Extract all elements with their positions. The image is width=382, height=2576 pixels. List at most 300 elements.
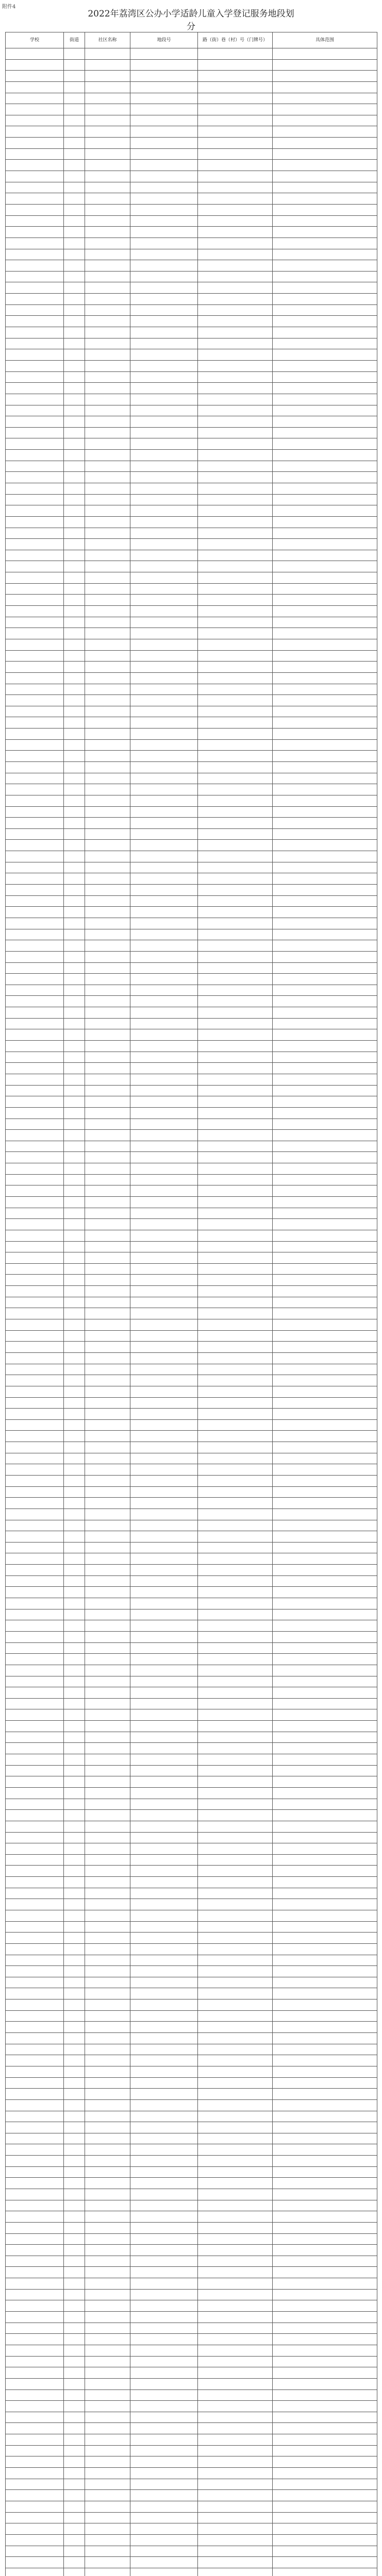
table-cell [273,1208,377,1219]
table-cell [85,951,130,962]
table-row [6,59,377,71]
table-cell [198,1754,273,1766]
table-cell [6,795,64,806]
table-cell [273,249,377,260]
table-cell [130,93,198,104]
table-cell [64,2111,85,2122]
table-cell [198,639,273,650]
table-cell [85,2445,130,2456]
table-cell [198,907,273,918]
table-cell [130,2412,198,2423]
table-cell [198,59,273,71]
table-row [6,1776,377,1788]
table-row [6,672,377,684]
table-row [6,2144,377,2156]
table-cell [130,2323,198,2334]
table-cell [130,2144,198,2156]
table-cell [130,2178,198,2189]
table-row [6,2557,377,2568]
table-cell [85,1933,130,1944]
table-cell [64,1620,85,1632]
table-cell [273,728,377,740]
header-scope: 具体范围 [273,32,377,48]
table-cell [130,1721,198,1732]
table-cell [64,561,85,572]
table-cell [85,1776,130,1788]
table-cell [64,294,85,305]
table-cell [273,2445,377,2456]
table-cell [273,104,377,115]
table-cell [6,1933,64,1944]
table-cell [198,316,273,327]
table-cell [198,2312,273,2323]
table-cell [273,271,377,282]
table-cell [6,1431,64,1442]
table-cell [130,1007,198,1019]
table-cell [85,795,130,806]
table-row [6,327,377,338]
table-cell [198,617,273,628]
table-cell [6,2412,64,2423]
table-cell [85,1319,130,1331]
table-row [6,1052,377,1063]
table-cell [198,2099,273,2111]
table-cell [6,2077,64,2089]
table-cell [198,840,273,851]
table-row [6,1910,377,1921]
table-cell [6,1620,64,1632]
table-cell [198,1029,273,1041]
table-cell [64,1743,85,1754]
table-cell [273,1810,377,1821]
table-cell [130,427,198,438]
table-cell [6,1174,64,1185]
table-cell [198,249,273,260]
table-cell [130,751,198,762]
table-cell [198,1486,273,1498]
table-cell [6,1263,64,1275]
table-cell [273,294,377,305]
table-cell [64,438,85,450]
table-cell [198,885,273,896]
table-cell [64,316,85,327]
table-cell [130,271,198,282]
table-cell [6,2523,64,2535]
table-cell [85,1498,130,1509]
table-cell [85,1888,130,1899]
table-cell [198,1152,273,1163]
table-cell [64,1141,85,1152]
table-row [6,2222,377,2233]
table-cell [85,294,130,305]
table-cell [64,1319,85,1331]
table-cell [6,639,64,650]
table-cell [273,606,377,617]
table-cell [198,93,273,104]
table-row [6,1866,377,1877]
table-cell [273,2156,377,2167]
table-cell [273,93,377,104]
table-row [6,650,377,662]
table-cell [273,427,377,438]
table-cell [273,1386,377,1397]
table-cell [6,1988,64,1999]
table-cell [6,2200,64,2211]
table-cell [64,1542,85,1553]
table-cell [6,561,64,572]
table-cell [198,1598,273,1609]
table-cell [273,1721,377,1732]
table-cell [273,483,377,494]
table-cell [64,717,85,728]
table-cell [6,1352,64,1364]
table-row [6,717,377,728]
table-row [6,1810,377,1821]
table-cell [6,171,64,182]
table-cell [198,1509,273,1520]
table-cell [64,828,85,840]
table-cell [198,773,273,784]
table-cell [85,1509,130,1520]
table-cell [6,1565,64,1576]
table-row [6,528,377,539]
table-cell [6,1631,64,1642]
table-cell [198,2345,273,2356]
table-cell [64,2334,85,2345]
table-cell [273,1352,377,1364]
table-cell [130,885,198,896]
table-cell [198,2367,273,2379]
table-cell [198,371,273,383]
table-row [6,1074,377,1085]
table-cell [273,2334,377,2345]
table-cell [273,1163,377,1175]
table-cell [273,126,377,138]
table-cell [198,1409,273,1420]
table-cell [130,639,198,650]
table-cell [85,650,130,662]
table-cell [6,1397,64,1409]
table-row [6,249,377,260]
table-cell [273,193,377,205]
table-cell [6,1018,64,1029]
table-cell [273,160,377,171]
table-cell [85,2490,130,2501]
table-row [6,974,377,985]
table-cell [198,1386,273,1397]
table-cell [198,662,273,673]
table-cell [64,1910,85,1921]
table-cell [273,2300,377,2312]
table-cell [130,951,198,962]
table-cell [6,405,64,416]
table-cell [198,1642,273,1654]
table-cell [64,1208,85,1219]
table-cell [273,1631,377,1642]
table-cell [130,383,198,394]
table-cell [130,1866,198,1877]
table-cell [6,2222,64,2233]
table-cell [273,171,377,182]
table-cell [130,840,198,851]
table-row [6,371,377,383]
table-cell [6,1196,64,1208]
table-cell [85,1587,130,1598]
table-cell [6,2479,64,2490]
table-cell [64,171,85,182]
table-cell [85,1676,130,1687]
table-cell [85,873,130,885]
table-cell [64,371,85,383]
table-cell [198,2033,273,2044]
table-row [6,1854,377,1866]
table-cell [198,1631,273,1642]
table-cell [273,2523,377,2535]
table-cell [85,1386,130,1397]
table-cell [64,1520,85,1531]
table-cell [273,1141,377,1152]
table-cell [85,2501,130,2512]
table-cell [273,1654,377,1665]
table-cell [85,1787,130,1799]
table-cell [273,1531,377,1543]
table-cell [273,2323,377,2334]
table-cell [85,1486,130,1498]
table-cell [130,2222,198,2233]
table-cell [6,1252,64,1264]
table-cell [85,59,130,71]
table-cell [198,1074,273,1085]
table-cell [198,1208,273,1219]
table-cell [130,1921,198,1933]
table-cell [198,1933,273,1944]
table-row [6,784,377,795]
table-cell [130,81,198,93]
table-cell [64,48,85,60]
table-cell [273,650,377,662]
table-cell [273,1943,377,1955]
table-cell [273,81,377,93]
table-cell [6,316,64,327]
table-cell [85,1999,130,2011]
table-cell [6,2490,64,2501]
table-cell [85,2289,130,2300]
table-cell [64,1843,85,1855]
table-cell [130,2300,198,2312]
table-cell [64,1854,85,1866]
table-row [6,204,377,215]
table-cell [198,215,273,227]
table-cell [85,2512,130,2523]
table-cell [85,751,130,762]
table-cell [198,2222,273,2233]
table-cell [273,1074,377,1085]
table-row [6,2523,377,2535]
table-cell [273,1575,377,1587]
table-cell [85,628,130,639]
table-row [6,1208,377,1219]
table-cell [6,2178,64,2189]
table-cell [85,1654,130,1665]
table-cell [198,1063,273,1074]
table-cell [130,48,198,60]
table-row [6,1843,377,1855]
table-cell [273,316,377,327]
table-row [6,1041,377,1052]
table-row [6,706,377,717]
table-cell [273,1743,377,1754]
table-cell [64,739,85,751]
table-cell [130,2245,198,2256]
table-cell [198,528,273,539]
table-cell [64,1899,85,1910]
table-cell [198,1230,273,1241]
table-cell [85,818,130,829]
table-cell [6,1799,64,1810]
table-cell [130,1598,198,1609]
table-cell [273,1409,377,1420]
table-cell [85,304,130,316]
table-cell [273,1676,377,1687]
table-cell [85,115,130,126]
table-row [6,1553,377,1565]
header-school: 学校 [6,32,64,48]
table-cell [85,1275,130,1286]
table-cell [273,818,377,829]
table-cell [64,1018,85,1029]
table-cell [273,204,377,215]
table-cell [6,751,64,762]
table-cell [273,1866,377,1877]
table-cell [198,1319,273,1331]
table-cell [6,1721,64,1732]
table-cell [130,1029,198,1041]
table-row [6,2200,377,2211]
table-cell [273,494,377,505]
table-cell [85,1832,130,1843]
table-row [6,2445,377,2456]
table-cell [64,2434,85,2446]
table-row [6,1933,377,1944]
table-cell [130,182,198,193]
table-cell [6,918,64,929]
table-cell [85,494,130,505]
table-cell [85,1185,130,1197]
table-cell [130,1096,198,1108]
table-cell [273,662,377,673]
table-cell [6,461,64,472]
table-cell [85,895,130,907]
table-cell [6,1999,64,2011]
table-cell [130,996,198,1007]
table-cell [64,1230,85,1241]
table-cell [198,1787,273,1799]
table-cell [6,427,64,438]
table-cell [85,695,130,706]
table-cell [6,1041,64,1052]
table-cell [198,2378,273,2389]
table-cell [130,2568,198,2576]
table-row [6,1754,377,1766]
table-cell [273,929,377,940]
table-cell [64,2312,85,2323]
table-cell [85,672,130,684]
table-row [6,2033,377,2044]
table-cell [198,684,273,695]
table-row [6,81,377,93]
document-title: 2022年荔湾区公办小学适龄儿童入学登记服务地段划 [88,9,294,19]
table-cell [85,349,130,361]
table-cell [6,2289,64,2300]
table-cell [130,1152,198,1163]
table-cell [6,617,64,628]
table-cell [85,483,130,494]
table-row [6,918,377,929]
table-cell [6,472,64,483]
table-cell [64,2133,85,2144]
table-cell [130,695,198,706]
table-cell [198,962,273,974]
table-cell [6,2367,64,2379]
table-cell [198,1085,273,1096]
table-cell [64,706,85,717]
table-cell [198,572,273,584]
table-cell [130,1230,198,1241]
table-cell [273,48,377,60]
table-cell [85,71,130,82]
table-cell [85,1843,130,1855]
table-cell [6,1453,64,1464]
table-cell [6,1698,64,1709]
table-cell [198,1342,273,1353]
table-row [6,48,377,60]
table-row [6,2546,377,2557]
table-cell [64,583,85,595]
table-cell [6,1877,64,1888]
table-cell [85,728,130,740]
table-cell [85,271,130,282]
table-cell [85,160,130,171]
table-cell [198,561,273,572]
table-cell [6,818,64,829]
table-cell [198,71,273,82]
table-cell [64,1732,85,1743]
table-cell [130,1308,198,1319]
table-cell [85,1899,130,1910]
table-cell [198,115,273,126]
table-cell [273,1765,377,1776]
table-cell [85,1107,130,1118]
table-cell [273,1185,377,1197]
table-cell [198,2166,273,2178]
table-cell [198,1743,273,1754]
table-cell [64,1598,85,1609]
table-cell [85,138,130,149]
table-row [6,227,377,238]
table-cell [6,1765,64,1776]
table-cell [64,1486,85,1498]
table-cell [130,1130,198,1141]
table-cell [6,1297,64,1308]
table-cell [130,1085,198,1096]
table-cell [198,494,273,505]
table-cell [273,1977,377,1988]
table-row [6,1007,377,1019]
table-cell [198,2089,273,2100]
table-cell [198,1185,273,1197]
table-cell [6,1665,64,1676]
table-cell [273,1799,377,1810]
